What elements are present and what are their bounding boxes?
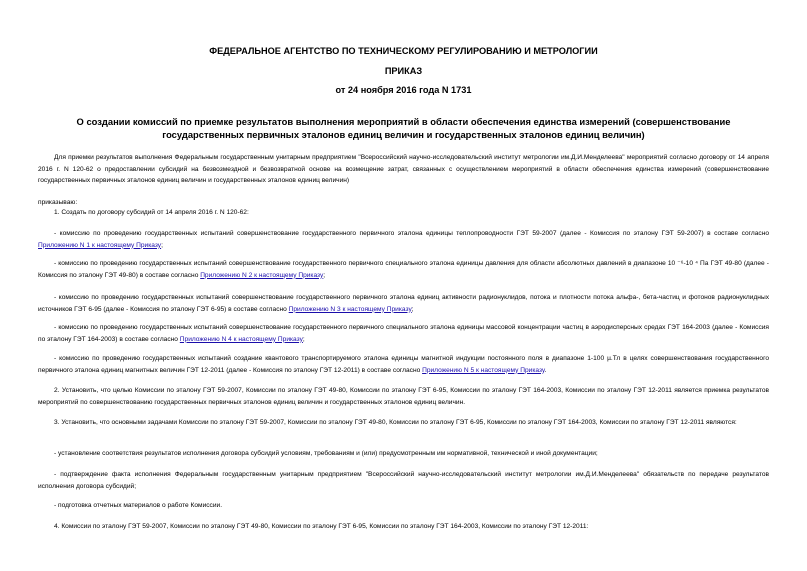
item-end-punct: ; [161,241,163,249]
commission-item-4 [38,322,769,345]
paragraph-4: 4. Комиссии по эталону ГЭТ 59-2007, Комиссии по эталону ГЭТ 49-80, Комиссии по эталону ГЭТ 6-95, Комиссии по эталону ГЭТ 164-2003, Комиссии по эталону ГЭТ 12-2011: [54,523,589,530]
item-end-punct: ; [411,305,414,313]
order-word: приказываю: [38,199,78,206]
paragraph-3: 3. Установить, что основными задачами Комиссии по эталону ГЭТ 59-2007, Комиссии по эталону ГЭТ 49-80, Комиссии по эталону ГЭТ 6-95, Комиссии по эталону ГЭТ 164-2003, Комиссии по эталону ГЭТ 12-2011 являются: [54,419,737,426]
appendix-2-link[interactable]: Приложению N 2 к настоящему Приказу [200,271,324,279]
task-item-3: - подготовка отчетных материалов о работе Комиссии. [54,502,223,509]
item-end-punct: ; [302,335,305,343]
commission-item-1 [38,228,769,251]
paragraph-1: 1. Создать по договору субсидий от 14 апреля 2016 г. N 120-62: [54,209,249,216]
appendix-1-link[interactable]: Приложению N 1 к настоящему Приказу [38,241,162,249]
appendix-5-link[interactable]: Приложению N 5 к настоящему Приказу [422,366,545,374]
commission-item-2-text: - комиссию по проведению государственных испытаний совершенствование государственного первичного специального эталона единицы давления для области абсолютных давлений в диапазоне 10 ⁻⁶-10 ⁴ Па ГЭТ 49-80 (далее - Комиссия по эталону ГЭТ 49-80) в составе согласно [38,260,769,279]
item-end-punct: . [544,366,547,374]
commission-item-2 [38,258,769,281]
task-item-1: - установление соответствия результатов исполнения договора субсидий условиям, требованиям и (или) предусмотренным им нормативной, технической и иной документации; [54,450,598,457]
agency-heading: ФЕДЕРАЛЬНОЕ АГЕНТСТВО ПО ТЕХНИЧЕСКОМУ РЕГУЛИРОВАНИЮ И МЕТРОЛОГИИ [209,46,598,56]
document-title: О создании комиссий по приемке результатов выполнения мероприятий в области обеспечения единства измерений (совершенствование государственных первичных эталонов единиц величин и государственных эталонов единиц величин) [76,116,731,140]
commission-item-3-text: - комиссию по проведению государственных испытаний совершенствование государственного первичного эталона единиц активности радионуклидов, потока и плотности потока альфа-, бета-частиц и фотонов радионуклидных источников ГЭТ 6-95 (далее - Комиссия по эталону ГЭТ 6-95) в составе согласно [38,294,769,313]
item-end-punct: ; [323,271,326,279]
document-type: ПРИКАЗ [384,66,423,76]
commission-item-4-text: - комиссию по проведению государственных испытаний совершенствование государственного первичного специального эталона единицы массовой концентрации частиц в аэродисперсных средах ГЭТ 164-2003 (далее - Комиссия по эталону ГЭТ 164-2003) в составе согласно [38,324,769,343]
document-date-number: от 24 ноября 2016 года N 1731 [335,85,472,95]
task-item-2: - подтверждение факта исполнения Федеральным государственным унитарным предприятием "Всероссийский научно-исследовательский институт метрологии им.Д.И.Менделеева" обязательств по передаче результатов исполнения договора субсидий; [38,471,769,490]
appendix-3-link[interactable]: Приложению N 3 к настоящему Приказу [288,305,412,313]
commission-item-3 [38,292,769,315]
commission-item-5 [38,353,769,376]
commission-item-1-text: - комиссию по проведению государственных испытаний совершенствование государственного первичного эталона единицы теплопроводности ГЭТ 59-2007 (далее - Комиссия по эталону ГЭТ 59-2007) в составе согласно [54,230,769,237]
paragraph-2: 2. Установить, что целью Комиссии по эталону ГЭТ 59-2007, Комиссии по эталону ГЭТ 49-80, Комиссии по эталону ГЭТ 6-95, Комиссии по эталону ГЭТ 164-2003, Комиссии по эталону ГЭТ 12-2011 является приемка результатов мероприятий по совершенствованию государственных первичных эталонов единиц величин и государственных эталонов единиц величин. [38,387,769,406]
intro-paragraph: Для приемки результатов выполнения Федеральным государственным унитарным предприятием "Всероссийский научно-исследовательский институт метрологии им.Д.И.Менделеева" мероприятий согласно договору от 14 апреля 2016 г. N 120-62 о предоставлении субсидий на безвозмездной и безвозвратной основе на возмещение затрат, связанных с осуществлением мероприятий в области обеспечения единства измерений (совершенствование государственных первичных эталонов единиц величин и государственных эталонов единиц величин) [38,154,769,184]
appendix-4-link[interactable]: Приложению N 4 к настоящему Приказу [179,335,303,343]
commission-item-5-text: - комиссию по проведению государственных испытаний создание квантового транспортируемого эталона единицы магнитной индукции постоянного поля в диапазоне 1-100 µ.Тл в целях совершенствования государственного первичного эталона единиц магнитных величин ГЭТ 12-2011 (далее - Комиссия по эталону ГЭТ 12-2011) в составе согласно [38,355,769,374]
